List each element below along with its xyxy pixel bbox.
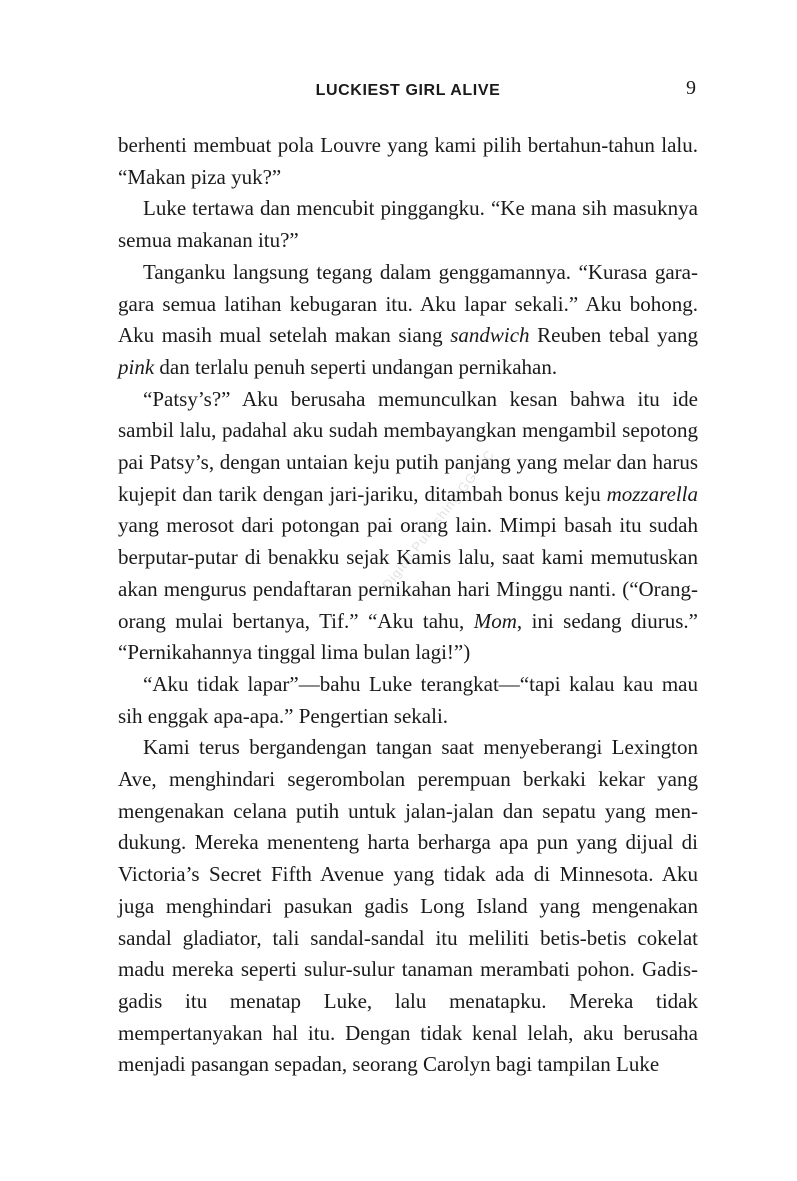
italic-word: mozzarella (606, 481, 698, 506)
paragraph (118, 130, 698, 193)
running-head (0, 77, 797, 102)
watermark: Digital Publishing GG–SC (379, 446, 498, 593)
paragraph-text: “Patsy’s?” Aku berusaha memunculkan kesan bahwa itu ide sambil lalu, padahal aku sudah membayangkan mengambil sepotong pai Patsy’s, dengan untaian keju putih panjang yang melar dan harus kujepit dan tarik dengan jari-jariku, ditambah bonus keju (118, 386, 698, 506)
paragraph (118, 669, 698, 732)
paragraph-text: Reuben tebal yang (529, 323, 698, 348)
paragraph-text: berhenti membuat pola Louvre yang kami pilih bertahun-tahun lalu. “Makan piza yuk?” (118, 133, 698, 189)
paragraph (118, 384, 698, 669)
body-text (118, 130, 698, 1081)
paragraph-text: Luke tertawa dan mencubit pinggangku. “Ke mana sih masuknya semua makanan itu?” (118, 196, 698, 253)
paragraph (118, 193, 698, 256)
paragraph-text: Tanganku langsung tegang dalam genggamannya. “Kurasa garagara semua latihan kebugaran itu. Aku lapar sekali.” Aku bohong. Aku masih mual setelah makan siang (118, 259, 698, 348)
page-number: 9 (686, 77, 696, 99)
running-title: LUCKIEST GIRL ALIVE (315, 82, 501, 99)
paragraph (118, 732, 698, 1081)
paragraph-text: “Aku tidak lapar”—bahu Luke terangkat—“tapi kalau kau mau sih enggak apa-apa.” Pengertian sekali. (118, 671, 698, 728)
italic-word: sandwich (450, 323, 530, 348)
paragraph (118, 257, 698, 384)
italic-word: Mom (473, 608, 517, 633)
paragraph-text: yang merosot dari potongan pai orang lain. Mimpi basah itu sudah berputar-putar di benakku sejak Kamis lalu, saat kami memutuskan akan mengurus pendaftaran pernikahan hari Minggu nanti. (“Orang-orang mulai bertanya, Tif.” “Aku tahu, (118, 513, 698, 633)
paragraph-text: dan terlalu penuh seperti undangan pernikahan. (154, 354, 558, 379)
paragraph-text: , ini sedang diurus.” “Pernikahannya tinggal lima bulan lagi!”) (118, 608, 698, 665)
paragraph-text: Kami terus bergandengan tangan saat menyeberangi Lexington Ave, menghindari segerombolan perempuan berkaki kekar yang mengenakan celana putih untuk jalan-jalan dan sepatu yang mendukung. Mereka menenteng harta berharga apa pun yang dijual di Victoria’s Secret Fifth Avenue yang tidak ada di Minnesota. Aku juga menghindari pasukan gadis Long Island yang mengenakan sandal gladiator, tali sandal-sandal itu meliliti betis-betis cokelat madu mereka seperti sulur-sulur tanaman merambati pohon. Gadis-gadis itu menatap Luke, lalu menatapku. Mereka tidak mempertanyakan hal itu. Dengan tidak kenal lelah, aku berusaha menjadi pasangan sepadan, seorang Carolyn bagi tampilan Luke (118, 735, 698, 1077)
italic-word: pink (118, 354, 155, 379)
